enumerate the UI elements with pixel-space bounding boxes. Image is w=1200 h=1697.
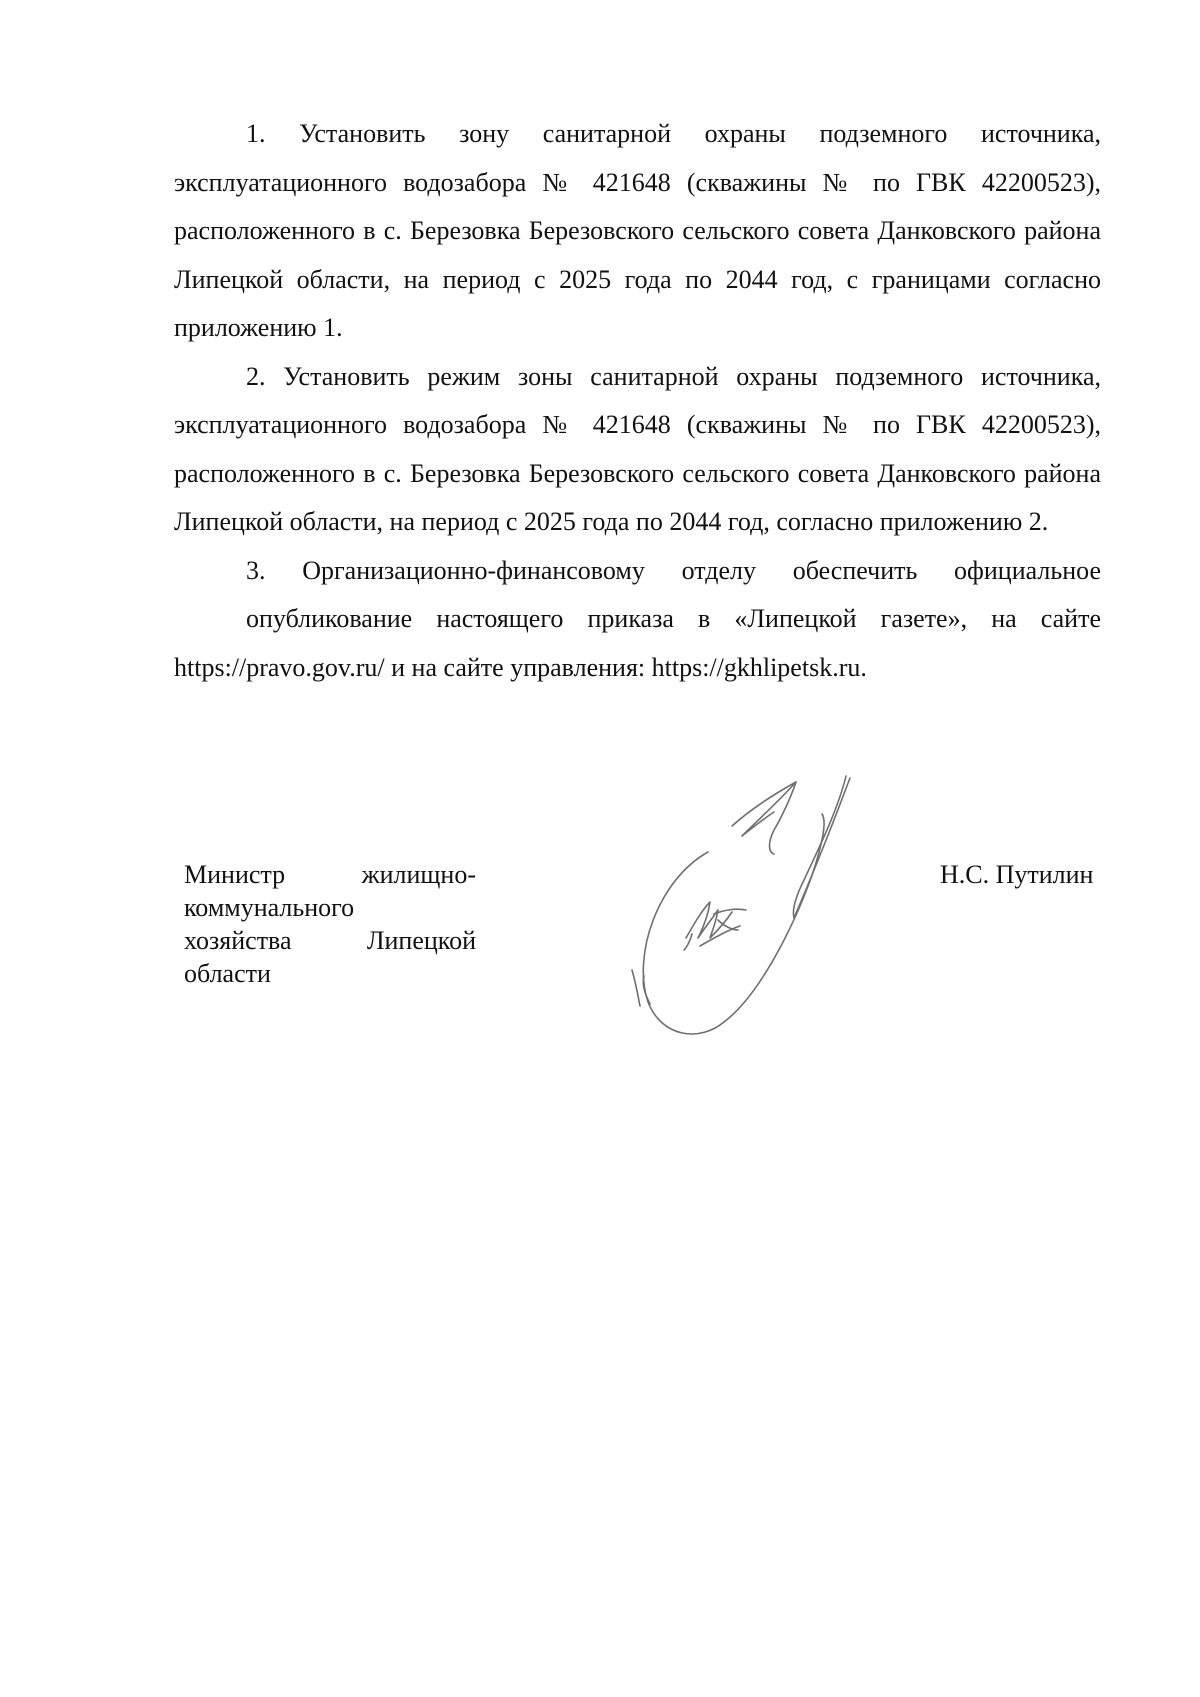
paragraph-3-line-1: 3. Организационно-финансовому отделу обеспечить официальное (246, 555, 1101, 585)
document-body (174, 110, 1101, 692)
paragraph-3 (174, 547, 1101, 693)
handwritten-signature-icon (628, 770, 908, 1040)
signer-position (184, 858, 476, 990)
paragraph-3-line-2: опубликование настоящего приказа в «Липецкой газете», на сайте (246, 604, 1101, 633)
signer-position-line-2: коммунального (184, 893, 355, 922)
signer-position-line-1: Министр жилищно- (184, 860, 476, 889)
signer-position-line-3: хозяйства Липецкой (184, 926, 476, 955)
paragraph-3-line-3: https://pravo.gov.ru/ и на сайте управления: https://gkhlipetsk.ru. (174, 652, 867, 682)
paragraph-1: 1. Установить зону санитарной охраны подземного источника, эксплуатационного водозабора № 421648 (скважины № по ГВК 42200523), расположенного в с. Березовка Березовского сельского совета Данковского района Липецкой области, на период с 2025 года по 2044 год, с границами согласно приложению 1. (174, 119, 1101, 342)
signer-position-line-4: области (184, 959, 271, 988)
paragraph-2: 2. Установить режим зоны санитарной охраны подземного источника, эксплуатационного водозабора № 421648 (скважины № по ГВК 42200523), расположенного в с. Березовка Березовского сельского совета Данковского района Липецкой области, на период с 2025 года по 2044 год, согласно приложению 2. (174, 361, 1101, 536)
signer-name: Н.С. Путилин (940, 860, 1094, 889)
